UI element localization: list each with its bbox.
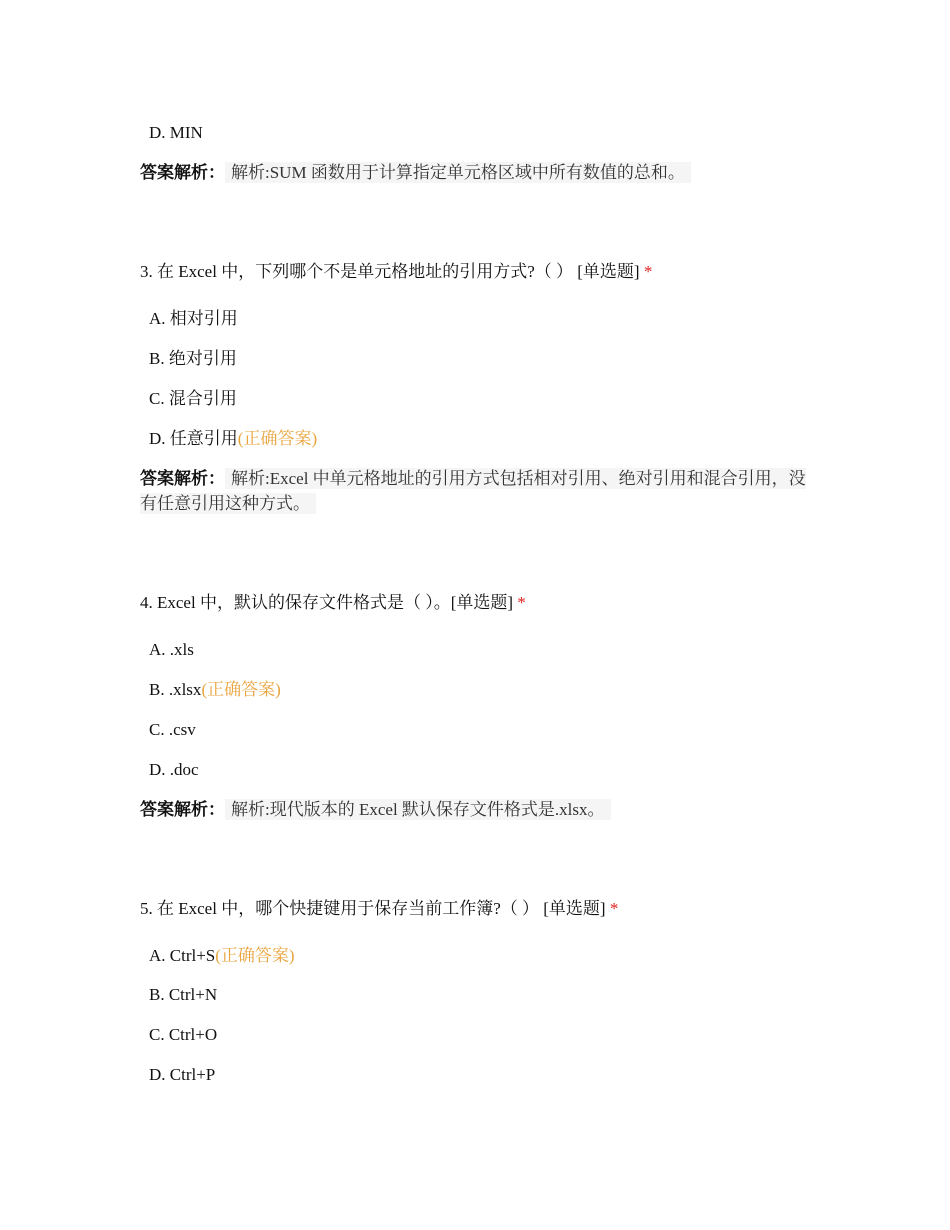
option-q5-d	[149, 1064, 215, 1086]
option-label: B. 绝对引用	[149, 349, 237, 368]
explanation-q4	[140, 797, 812, 822]
explanation-q3	[140, 466, 812, 516]
option-q4-b	[149, 679, 281, 701]
correct-answer-marker: (正确答案)	[215, 946, 295, 965]
question-5-title	[140, 897, 618, 921]
option-label: A. Ctrl+S	[149, 946, 216, 965]
question-3-title	[140, 260, 652, 284]
explanation-text: 解析:Excel 中单元格地址的引用方式包括相对引用、绝对引用和混合引用，没有任意引用这种方式。	[140, 469, 806, 513]
required-asterisk: *	[643, 262, 653, 281]
option-q2-d	[149, 122, 203, 144]
option-label: A. .xls	[149, 640, 194, 659]
explanation-q2	[140, 160, 812, 185]
option-q3-b	[149, 348, 237, 370]
option-q4-a	[149, 639, 194, 661]
explanation-label: 答案解析：	[140, 800, 225, 819]
required-asterisk: *	[609, 899, 619, 918]
option-q4-c	[149, 719, 196, 741]
option-q3-d	[149, 428, 317, 450]
option-q3-a	[149, 308, 238, 330]
option-q3-c	[149, 388, 237, 410]
option-label: C. 混合引用	[149, 389, 237, 408]
option-label: D. .doc	[149, 760, 199, 779]
correct-answer-marker: (正确答案)	[201, 680, 281, 699]
option-q5-a	[149, 945, 295, 967]
explanation-text: 解析:现代版本的 Excel 默认保存文件格式是.xlsx。	[225, 799, 611, 820]
option-q4-d	[149, 759, 199, 781]
correct-answer-marker: (正确答案)	[237, 429, 318, 448]
option-label: B. .xlsx	[149, 680, 202, 699]
question-text: 3. 在 Excel 中，下列哪个不是单元格地址的引用方式?（ ） [单选题]	[140, 262, 640, 281]
question-text: 4. Excel 中，默认的保存文件格式是（ ）。[单选题]	[140, 593, 514, 612]
question-4-title	[140, 591, 526, 615]
option-label: A. 相对引用	[149, 309, 238, 328]
question-text: 5. 在 Excel 中，哪个快捷键用于保存当前工作簿?（ ） [单选题]	[140, 899, 606, 918]
option-label: D. 任意引用	[149, 429, 238, 448]
option-label: D. MIN	[149, 123, 203, 142]
option-label: C. .csv	[149, 720, 196, 739]
explanation-label: 答案解析：	[140, 163, 225, 182]
explanation-label: 答案解析：	[140, 469, 225, 488]
option-label: D. Ctrl+P	[149, 1065, 216, 1084]
explanation-text: 解析:SUM 函数用于计算指定单元格区域中所有数值的总和。	[225, 162, 691, 183]
required-asterisk: *	[517, 593, 526, 612]
option-label: C. Ctrl+O	[149, 1025, 218, 1044]
option-q5-c	[149, 1024, 217, 1046]
option-q5-b	[149, 984, 217, 1006]
option-label: B. Ctrl+N	[149, 985, 218, 1004]
